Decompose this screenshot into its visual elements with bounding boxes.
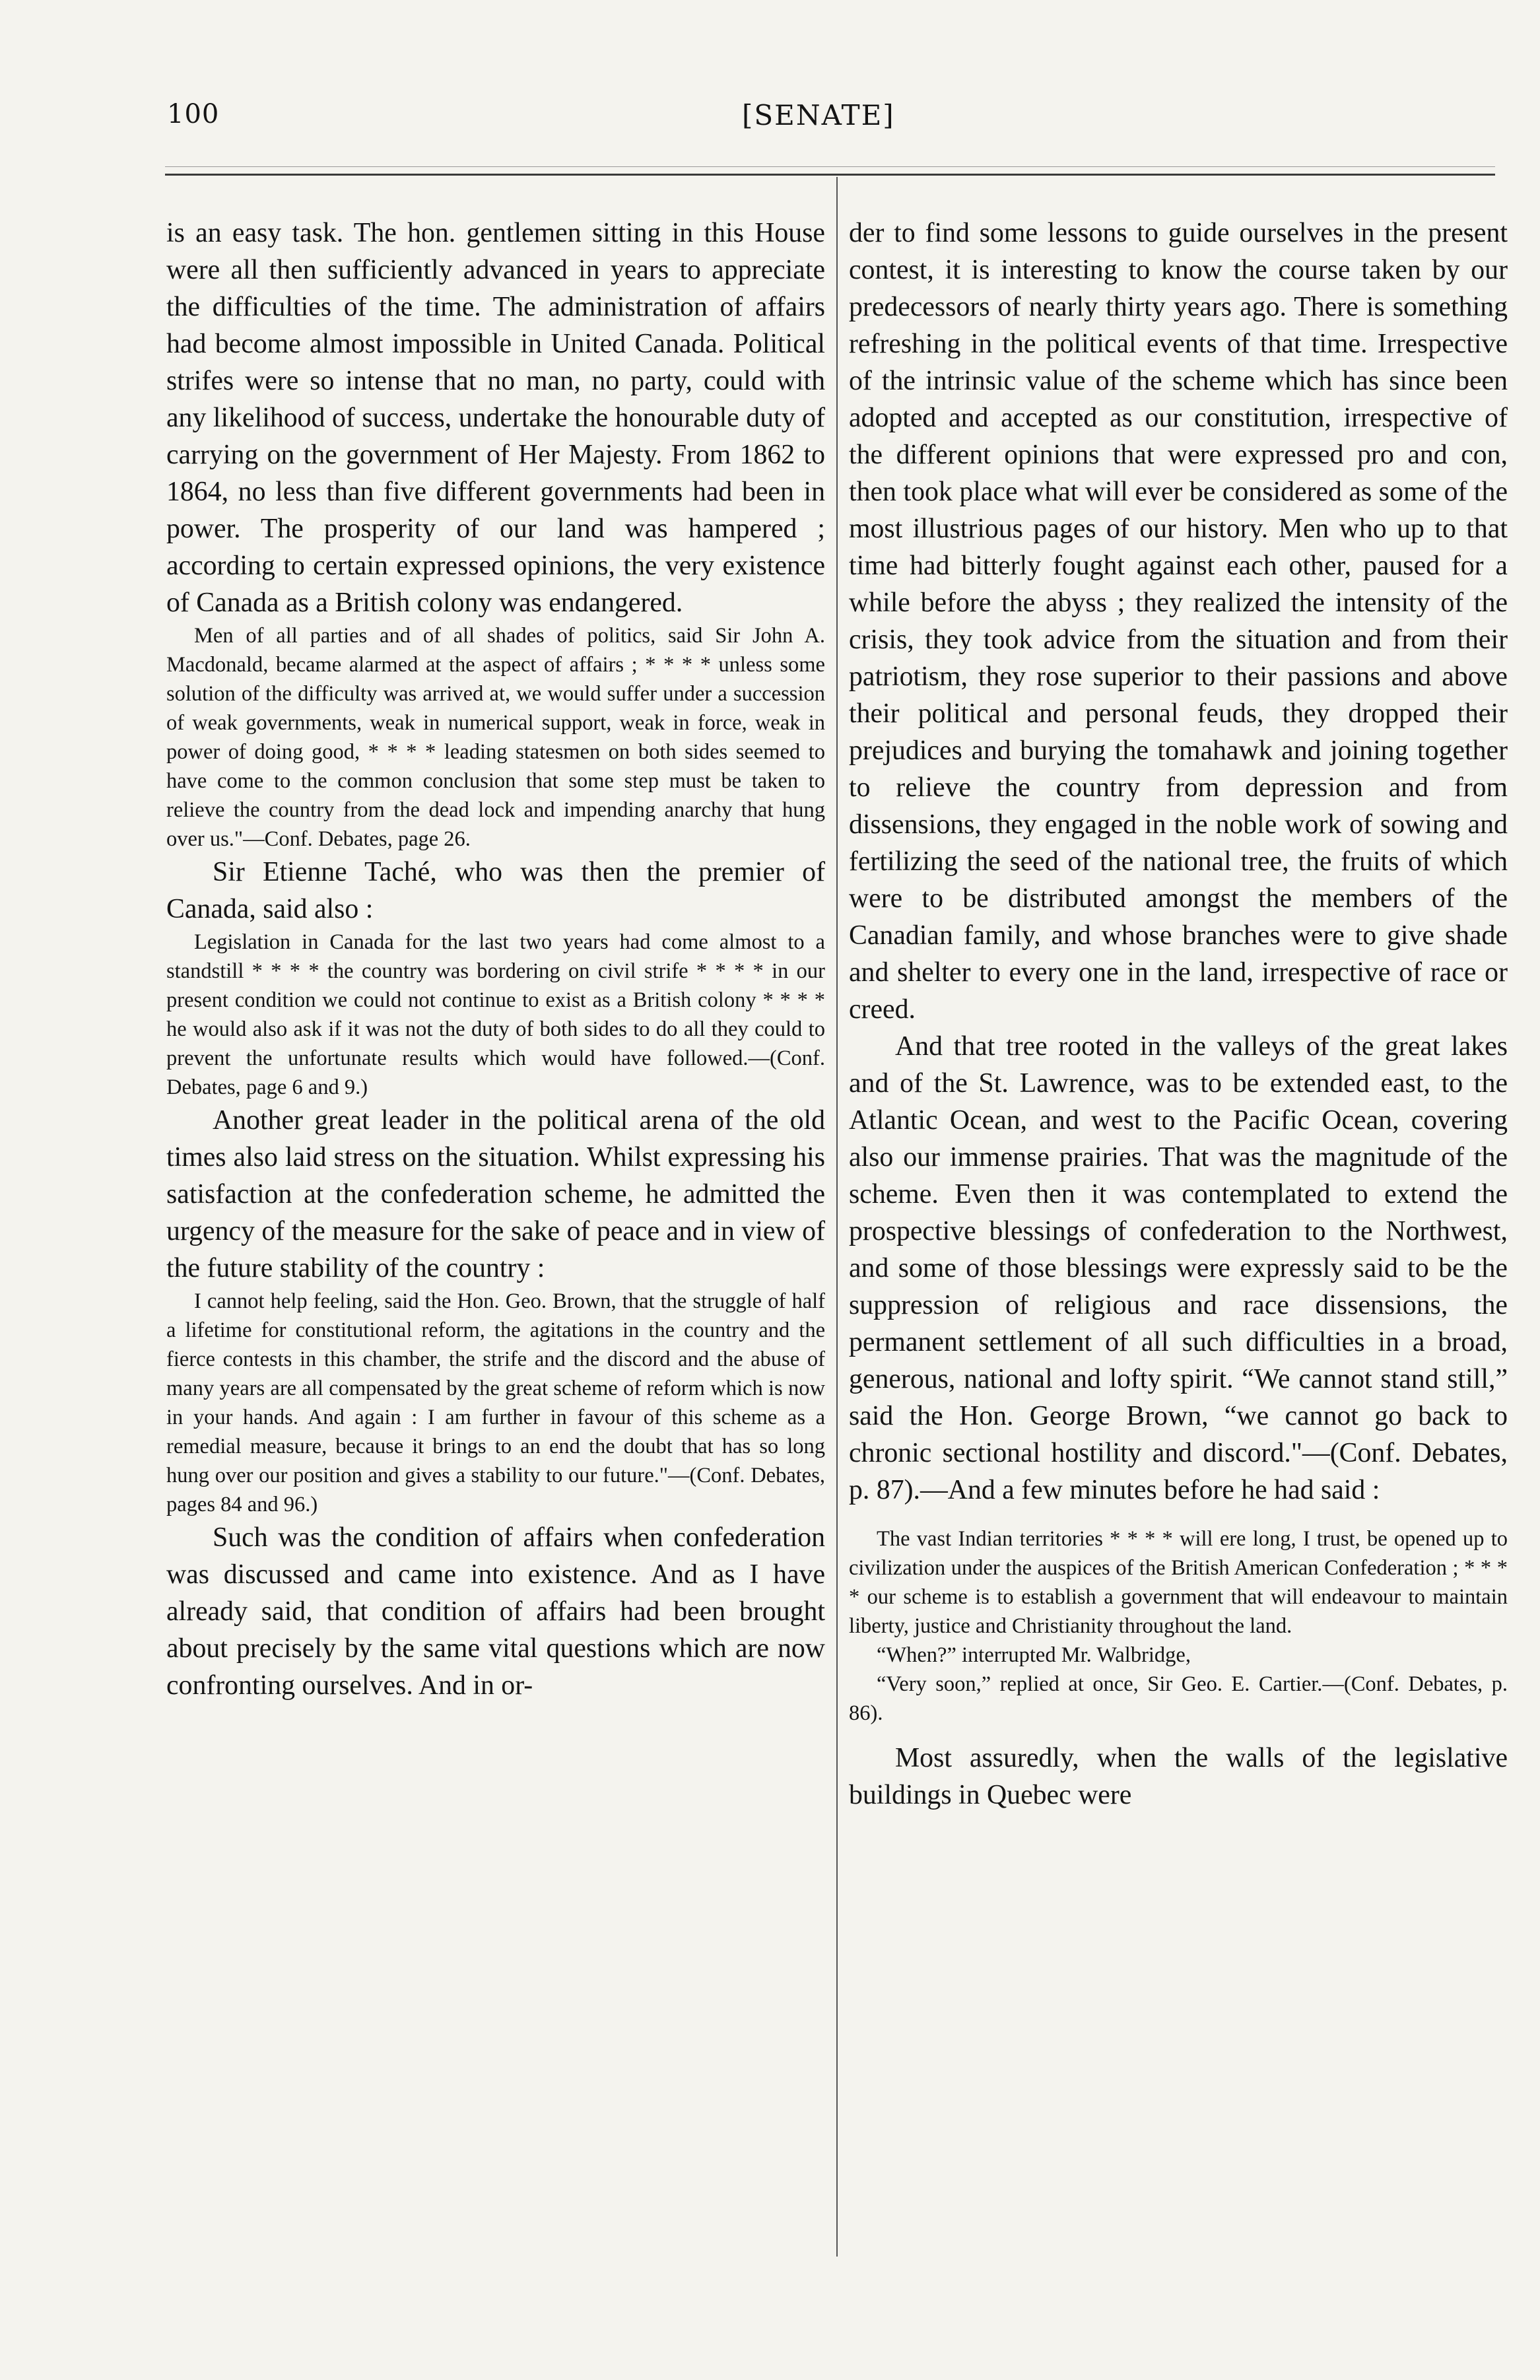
right-quote-cartier: “Very soon,” replied at once, Sir Geo. E. Cartier.—(Conf. Debates, p. 86). [849, 1672, 1508, 1725]
right-quote-block [849, 1524, 1508, 1728]
left-paragraph-1: is an easy task. The hon. gentlemen sitting in this House were all then sufficiently advanced in years to appreciate the difficulties of the time. The administration of affairs had become almost impossible in United Canada. Political strifes were so intense that no man, no party, could with any likelihood of success, undertake the honourable duty of carrying on the government of Her Majesty. From 1862 to 1864, no less than five different governments had been in power. The prosperity of our land was hampered ; according to certain expressed opinions, the very existence of Canada as a British colony was endangered. [166, 218, 825, 618]
page-header: [SENATE] [742, 99, 895, 131]
right-paragraph-2: And that tree rooted in the valleys of the great lakes and of the St. Lawrence, was to be extended east, to the Atlantic Ocean, and west to the Pacific Ocean, covering also our immense prairies. That was the magnitude of the scheme. Even then it was contemplated to extend the prospective blessings of confederation to the Northwest, and some of those blessings were expressly said to be the suppression of religious and race dissensions, the permanent settlement of all such difficulties in a broad, generous, national and lofty spirit. “We cannot stand still,” said the Hon. George Brown, “we cannot go back to chronic sectional hostility and discord."—(Conf. Debates, p. 87).—And a few minutes before he had said : [849, 1031, 1508, 1505]
right-column [849, 215, 1508, 1814]
left-paragraph-4: Such was the condition of affairs when confederation was discussed and came into existence. And as I have already said, that condition of affairs had been brought about precisely by the same vital questions which are now confronting ourselves. And in or- [166, 1522, 825, 1701]
left-quote-tache: Legislation in Canada for the last two years had come almost to a standstill * * * * the country was bordering on civil strife * * * * in our present condition we could not continue to exist as a British colony * * * * he would also ask if it was not the duty of both sides to do all they could to prevent the unfortunate results which would have followed.—(Conf. Debates, page 6 and 9.) [166, 930, 825, 1099]
left-paragraph-3: Another great leader in the political arena of the old times also laid stress on the situation. Whilst expressing his satisfaction at the confederation scheme, he admitted the urgency of the measure for the sake of peace and in view of the future stability of the country : [166, 1105, 825, 1283]
right-paragraph-1: der to find some lessons to guide ourselves in the present contest, it is interesting to know the course taken by our predecessors of nearly thirty years ago. There is something refreshing in the political events of that time. Irrespective of the intrinsic value of the scheme which has since been adopted and accepted as our constitution, irrespective of the different opinions that were expressed pro and con, then took place what will ever be considered as some of the most illustrious pages of our history. Men who up to that time had bitterly fought against each other, paused for a while before the abyss ; they realized the intensity of the crisis, they took advice from the situation and from their patriotism, they rose superior to their passions and above their political and personal feuds, they dropped their prejudices and burying the tomahawk and joining together to relieve the country from depression and from dissensions, they engaged in the noble work of sowing and fertilizing the seed of the national tree, the fruits of which were to be distributed amongst the members of the Canadian family, and whose branches were to give shade and shelter to every one in the land, irrespective of race or creed. [849, 218, 1508, 1025]
right-quote-brown-territories: The vast Indian territories * * * * will ere long, I trust, be opened up to civilization under the auspices of the British American Confederation ; * * * * our scheme is to establish a government that will endeavour to maintain liberty, justice and Christianity throughout the land. [849, 1527, 1508, 1638]
left-paragraph-2: Sir Etienne Taché, who was then the premier of Canada, said also : [166, 857, 825, 924]
header-rule [165, 174, 1495, 176]
page-number: 100 [167, 99, 220, 129]
right-paragraph-3: Most assuredly, when the walls of the legislative buildings in Quebec were [849, 1743, 1508, 1810]
left-quote-brown: I cannot help feeling, said the Hon. Geo. Brown, that the struggle of half a lifetime for constitutional reform, the agitations in the country and the fierce contests in this chamber, the strife and the discord and the abuse of many years are all compensated by the great scheme of reform which is now in your hands. And again : I am further in favour of this scheme as a remedial measure, because it brings to an end the doubt that has so long hung over our position and gives a stability to our future."—(Conf. Debates, pages 84 and 96.) [166, 1289, 825, 1516]
left-column [166, 215, 825, 1704]
column-divider [836, 177, 838, 2257]
header-rule-thin [165, 166, 1495, 167]
right-quote-walbridge: “When?” interrupted Mr. Walbridge, [877, 1643, 1191, 1667]
left-quote-macdonald: Men of all parties and of all shades of politics, said Sir John A. Macdonald, became alarmed at the aspect of affairs ; * * * * unless some solution of the difficulty was arrived at, we would suffer under a succession of weak governments, weak in numerical support, weak in force, weak in power of doing good, * * * * leading statesmen on both sides seemed to have come to the common conclusion that some step must be taken to relieve the country from the dead lock and impending anarchy that hung over us."—Conf. Debates, page 26. [166, 624, 825, 851]
